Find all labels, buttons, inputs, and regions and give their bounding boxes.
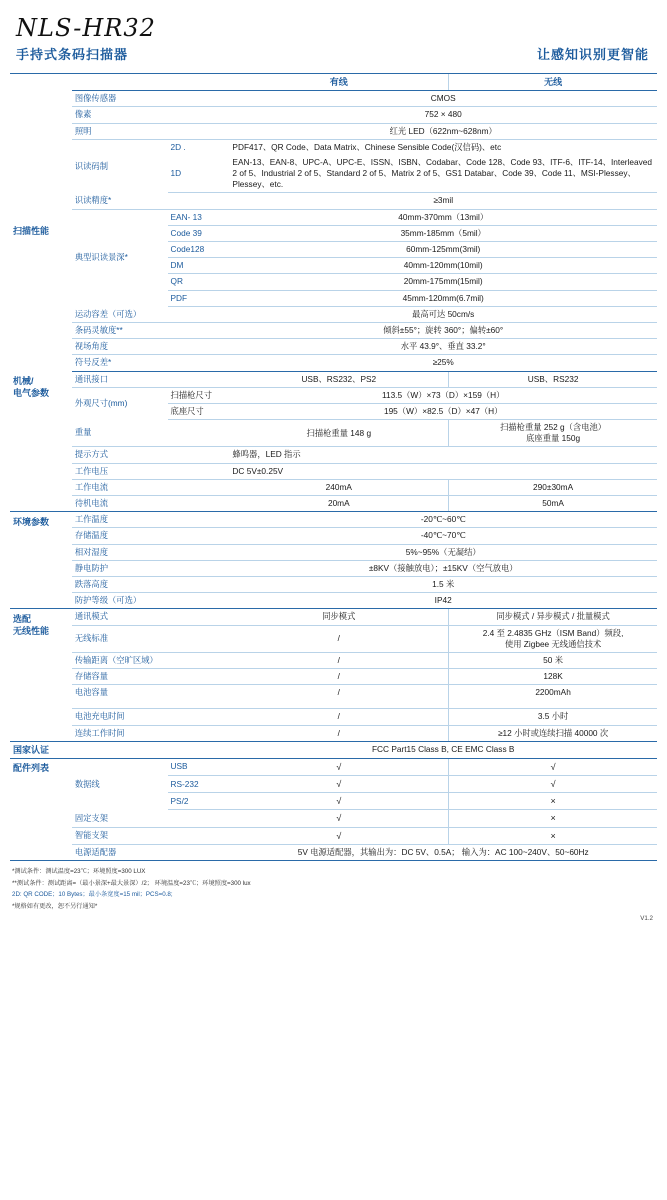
cable-name-2: PS/2 xyxy=(168,793,230,810)
value-standby-wired: 20mA xyxy=(229,496,448,512)
value-charge-wireless: 3.5 小时 xyxy=(449,709,657,725)
row-label-humidity: 相对湿度 xyxy=(72,544,168,560)
table-row xyxy=(10,479,657,495)
weight-wireless-line2: 底座重量 150g xyxy=(526,433,581,444)
value-sensor: CMOS xyxy=(229,91,657,107)
spacer-cell xyxy=(168,447,230,463)
table-row xyxy=(10,496,657,512)
spacer-cell xyxy=(168,322,230,338)
row-label-weight: 重量 xyxy=(72,420,168,447)
row-label-dimensions: 外观尺寸(mm) xyxy=(74,398,128,409)
row-label-fov: 视场角度 xyxy=(72,339,168,355)
brand-slogan: 让感知识别更智能 xyxy=(536,47,649,62)
depth-code-0: EAN- 13 xyxy=(168,209,230,225)
value-wireless-standard-wireless xyxy=(449,625,657,652)
header-wired: 有线 xyxy=(229,74,448,91)
table-row xyxy=(10,371,657,387)
row-label-motion: 运动容差（可选） xyxy=(72,306,168,322)
depth-code-1: Code 39 xyxy=(168,225,230,241)
spacer-cell xyxy=(168,496,230,512)
spacer-cell xyxy=(168,669,230,685)
value-dimension-gun: 113.5（W）×73（D）×159（H） xyxy=(229,387,657,403)
value-dimension-base: 195（W）×82.5（D）×47（H） xyxy=(229,403,657,419)
dimension-base-key: 底座尺寸 xyxy=(168,403,230,419)
value-fov: 水平 43.9°、垂直 33.2° xyxy=(229,339,657,355)
table-row xyxy=(10,810,657,827)
value-memory-wireless: 128K xyxy=(449,669,657,685)
header-blank-3 xyxy=(168,74,230,91)
table-row xyxy=(10,355,657,371)
value-interface-wireless: USB、RS232 xyxy=(449,371,657,387)
row-label-smart-stand: 智能支架 xyxy=(72,827,168,844)
row-label-esd: 静电防护 xyxy=(72,560,168,576)
row-label-range: 传输距离（空旷区域） xyxy=(72,652,168,668)
specification-table xyxy=(10,73,657,861)
cable-name-1: RS-232 xyxy=(168,776,230,793)
depth-value-3: 40mm-120mm(10mil) xyxy=(229,258,657,274)
table-row xyxy=(10,709,657,725)
depth-value-2: 60mm-125mm(3mil) xyxy=(229,242,657,258)
cert-label-blank xyxy=(72,741,168,758)
value-range-wireless: 50 米 xyxy=(449,652,657,668)
table-row xyxy=(10,741,657,758)
spacer-cell xyxy=(168,741,230,758)
decode-2d-key: 2D . xyxy=(170,141,186,152)
table-row xyxy=(10,463,657,479)
version-label: V1.2 xyxy=(640,914,653,922)
spacer-cell xyxy=(168,339,230,355)
spacer-cell xyxy=(168,544,230,560)
value-ip-rating: IP42 xyxy=(229,593,657,609)
weight-wireless-line1: 扫描枪重量 252 g（含电池） xyxy=(500,422,607,433)
value-certification: FCC Part15 Class B, CE EMC Class B xyxy=(229,741,657,758)
value-fixed-wireless: × xyxy=(449,810,657,827)
spacer-cell xyxy=(168,371,230,387)
row-label-ip-rating: 防护等级（可选） xyxy=(72,593,168,609)
row-label-accuracy: 识读精度* xyxy=(72,193,168,209)
cable-wireless-1: √ xyxy=(449,776,657,793)
spacer-cell xyxy=(168,91,230,107)
table-header-row xyxy=(10,74,657,91)
spacer-cell xyxy=(168,593,230,609)
spacer-cell xyxy=(168,193,230,209)
value-contrast: ≥25% xyxy=(229,355,657,371)
table-row xyxy=(10,139,657,155)
value-memory-wired: / xyxy=(229,669,448,685)
value-humidity: 5%~95%（无凝结） xyxy=(229,544,657,560)
value-battery-wired: / xyxy=(229,685,448,709)
spacer-cell xyxy=(168,625,230,652)
depth-value-4: 20mm-175mm(15mil) xyxy=(229,274,657,290)
group-environment: 环境参数 xyxy=(10,512,72,609)
cable-wireless-0: √ xyxy=(449,758,657,775)
depth-code-3: DM xyxy=(168,258,230,274)
row-label-interface: 通讯接口 xyxy=(72,371,168,387)
value-comm-mode-wired: 同步模式 xyxy=(229,609,448,625)
value-operating-temp: -20℃~60℃ xyxy=(229,512,657,528)
spacer-cell xyxy=(168,420,230,447)
group-mechanical-electrical xyxy=(10,371,72,512)
wstd-line1: 2.4 至 2.4835 GHz（ISM Band）频段, xyxy=(482,627,624,638)
spacer-cell xyxy=(168,479,230,495)
decode-1d-key: 1D xyxy=(168,155,230,193)
value-weight-wireless xyxy=(449,420,657,447)
footnote-2: **测试条件：测试距离=（最小景深+最大景深）/2； 环境温度=23℃；环境照度=300 lux xyxy=(12,879,251,887)
row-label-operating-temp: 工作温度 xyxy=(72,512,168,528)
value-accuracy: ≥3mil xyxy=(229,193,657,209)
page-header xyxy=(10,0,657,67)
row-label-adapter: 电源适配器 xyxy=(72,844,168,860)
spacer-cell xyxy=(168,709,230,725)
table-row xyxy=(10,593,657,609)
value-smart-wired: √ xyxy=(229,827,448,844)
group-wireless-optional xyxy=(10,609,72,742)
value-wireless-standard-wired: / xyxy=(229,625,448,652)
depth-value-5: 45mm-120mm(6.7mil) xyxy=(229,290,657,306)
row-label-battery: 电池容量 xyxy=(72,685,168,709)
row-label-standby-current: 待机电流 xyxy=(72,496,168,512)
value-storage-temp: -40℃~70℃ xyxy=(229,528,657,544)
spacer-cell xyxy=(168,844,230,860)
spacer-cell xyxy=(168,685,230,709)
table-row xyxy=(10,91,657,107)
table-row xyxy=(10,209,657,225)
row-label-sensitivity: 条码灵敏度** xyxy=(72,322,168,338)
product-subtitle: 手持式条码扫描器 xyxy=(16,47,129,62)
table-row xyxy=(10,107,657,123)
cable-wired-1: √ xyxy=(229,776,448,793)
spacer-cell xyxy=(168,107,230,123)
value-smart-wireless: × xyxy=(449,827,657,844)
spacer-cell xyxy=(168,560,230,576)
value-charge-wired: / xyxy=(229,709,448,725)
header-blank-2 xyxy=(72,74,168,91)
value-worktime-wireless: ≥12 小时或连续扫描 40000 次 xyxy=(449,725,657,741)
table-row xyxy=(10,447,657,463)
table-row xyxy=(10,420,657,447)
group-opt-line1: 选配 xyxy=(13,614,32,625)
value-comm-mode-wireless: 同步模式 / 异步模式 / 批量模式 xyxy=(449,609,657,625)
value-current-wired: 240mA xyxy=(229,479,448,495)
table-row xyxy=(10,528,657,544)
value-current-wireless: 290±30mA xyxy=(449,479,657,495)
value-interface-wired: USB、RS232、PS2 xyxy=(229,371,448,387)
table-row xyxy=(10,844,657,860)
row-label-work-time: 连续工作时间 xyxy=(72,725,168,741)
spacer-cell xyxy=(168,512,230,528)
value-battery-wireless: 2200mAh xyxy=(449,685,657,709)
row-label-memory: 存储容量 xyxy=(72,669,168,685)
table-row xyxy=(10,306,657,322)
spacer-cell xyxy=(168,827,230,844)
row-label-illumination: 照明 xyxy=(72,123,168,139)
value-illumination: 红光 LED（622nm~628nm） xyxy=(229,123,657,139)
table-row xyxy=(10,827,657,844)
group-mech-line2: 电气参数 xyxy=(13,388,50,399)
spacer-cell xyxy=(168,725,230,741)
wstd-line2: 使用 Zigbee 无线通信技术 xyxy=(504,638,602,649)
value-standby-wireless: 50mA xyxy=(449,496,657,512)
depth-code-4: QR xyxy=(168,274,230,290)
value-sensitivity: 倾斜±55°；旋转 360°；偏转±60° xyxy=(229,322,657,338)
depth-code-2: Code128 xyxy=(168,242,230,258)
row-label-current: 工作电流 xyxy=(72,479,168,495)
value-fixed-wired: √ xyxy=(229,810,448,827)
table-row xyxy=(10,560,657,576)
table-row xyxy=(10,123,657,139)
depth-code-5: PDF xyxy=(168,290,230,306)
table-row xyxy=(10,193,657,209)
spacer-cell xyxy=(168,528,230,544)
group-accessories: 配件列表 xyxy=(10,758,72,860)
footnote-3: 2D: QR CODE；10 Bytes；最小条宽度=15 mil；PCS=0.8; xyxy=(12,891,173,899)
row-label-storage-temp: 存储温度 xyxy=(72,528,168,544)
spacer-cell xyxy=(168,355,230,371)
value-worktime-wired: / xyxy=(229,725,448,741)
table-row xyxy=(10,685,657,709)
spacer-cell xyxy=(168,463,230,479)
cable-name-0: USB xyxy=(168,758,230,775)
row-label-sensor: 图像传感器 xyxy=(72,91,168,107)
table-row xyxy=(10,758,657,775)
row-label-decode: 识读码制 xyxy=(74,160,109,171)
row-label-charge-time: 电池充电时间 xyxy=(72,709,168,725)
spacer-cell xyxy=(168,810,230,827)
row-label-prompt: 提示方式 xyxy=(72,447,168,463)
value-voltage: DC 5V±0.25V xyxy=(229,463,657,479)
depth-value-0: 40mm-370mm（13mil） xyxy=(229,209,657,225)
group-certification: 国家认证 xyxy=(10,741,72,758)
value-prompt: 蜂鸣器，LED 指示 xyxy=(229,447,657,463)
value-adapter: 5V 电源适配器，其输出为：DC 5V、0.5A； 输入为：AC 100~240V、50~60Hz xyxy=(229,844,657,860)
value-drop: 1.5 米 xyxy=(229,576,657,592)
table-row xyxy=(10,322,657,338)
table-row xyxy=(10,652,657,668)
spacer-cell xyxy=(168,609,230,625)
value-esd: ±8KV（接触放电）；±15KV（空气放电） xyxy=(229,560,657,576)
table-row xyxy=(10,625,657,652)
row-label-drop: 跌落高度 xyxy=(72,576,168,592)
spacer-cell xyxy=(168,576,230,592)
cable-wireless-2: × xyxy=(449,793,657,810)
header-wireless: 无线 xyxy=(449,74,657,91)
table-row xyxy=(10,725,657,741)
table-row xyxy=(10,609,657,625)
value-decode-1d: EAN-13、EAN-8、UPC-A、UPC-E、ISSN、ISBN、Codabar、Code 128、Code 93、ITF-6、ITF-14、Interleaved 2 of 5、Industrial 2 of 5、Standard 2 of 5、Matrix 2 of 5、GS1 Databar、Code 39、Code 11、MSI-Plessey、Plessey、etc. xyxy=(229,155,657,193)
header-blank xyxy=(10,74,72,91)
cable-wired-0: √ xyxy=(229,758,448,775)
cable-wired-2: √ xyxy=(229,793,448,810)
table-row xyxy=(10,669,657,685)
row-label-pixel: 像素 xyxy=(72,107,168,123)
depth-value-1: 35mm-185mm（5mil） xyxy=(229,225,657,241)
value-decode-2d: PDF417、QR Code、Data Matrix、Chinese Sensible Code(汉信码)、etc xyxy=(232,141,502,152)
table-row xyxy=(10,544,657,560)
value-motion: 最高可达 50cm/s xyxy=(229,306,657,322)
product-model: NLS-HR32 xyxy=(16,14,156,42)
value-weight-wired: 扫描枪重量 148 g xyxy=(229,420,448,447)
table-row xyxy=(10,576,657,592)
table-row xyxy=(10,512,657,528)
spacer-cell xyxy=(168,123,230,139)
row-label-voltage: 工作电压 xyxy=(72,463,168,479)
footnote-4: *规格如有更改，恕不另行通知* xyxy=(12,903,98,911)
table-row xyxy=(10,387,657,403)
spacer-cell xyxy=(168,652,230,668)
footnote-1: *测试条件：测试温度=23℃；环境照度=300 LUX xyxy=(12,867,146,875)
spacer-cell xyxy=(168,306,230,322)
group-mech-line1: 机械/ xyxy=(13,376,34,387)
row-label-contrast: 符号反差* xyxy=(72,355,168,371)
value-pixel: 752 × 480 xyxy=(229,107,657,123)
row-label-depth: 典型识读景深* xyxy=(74,252,128,263)
header-subrow xyxy=(16,44,651,63)
row-label-cables: 数据线 xyxy=(74,778,100,789)
group-opt-line2: 无线性能 xyxy=(13,626,50,637)
value-range-wired: / xyxy=(229,652,448,668)
row-label-comm-mode: 通讯模式 xyxy=(72,609,168,625)
dimension-gun-key: 扫描枪尺寸 xyxy=(168,387,230,403)
table-row xyxy=(10,339,657,355)
row-label-wireless-standard: 无线标准 xyxy=(72,625,168,652)
group-scan-performance: 扫描性能 xyxy=(13,225,50,236)
footnotes xyxy=(10,866,657,913)
row-label-fixed-stand: 固定支架 xyxy=(72,810,168,827)
